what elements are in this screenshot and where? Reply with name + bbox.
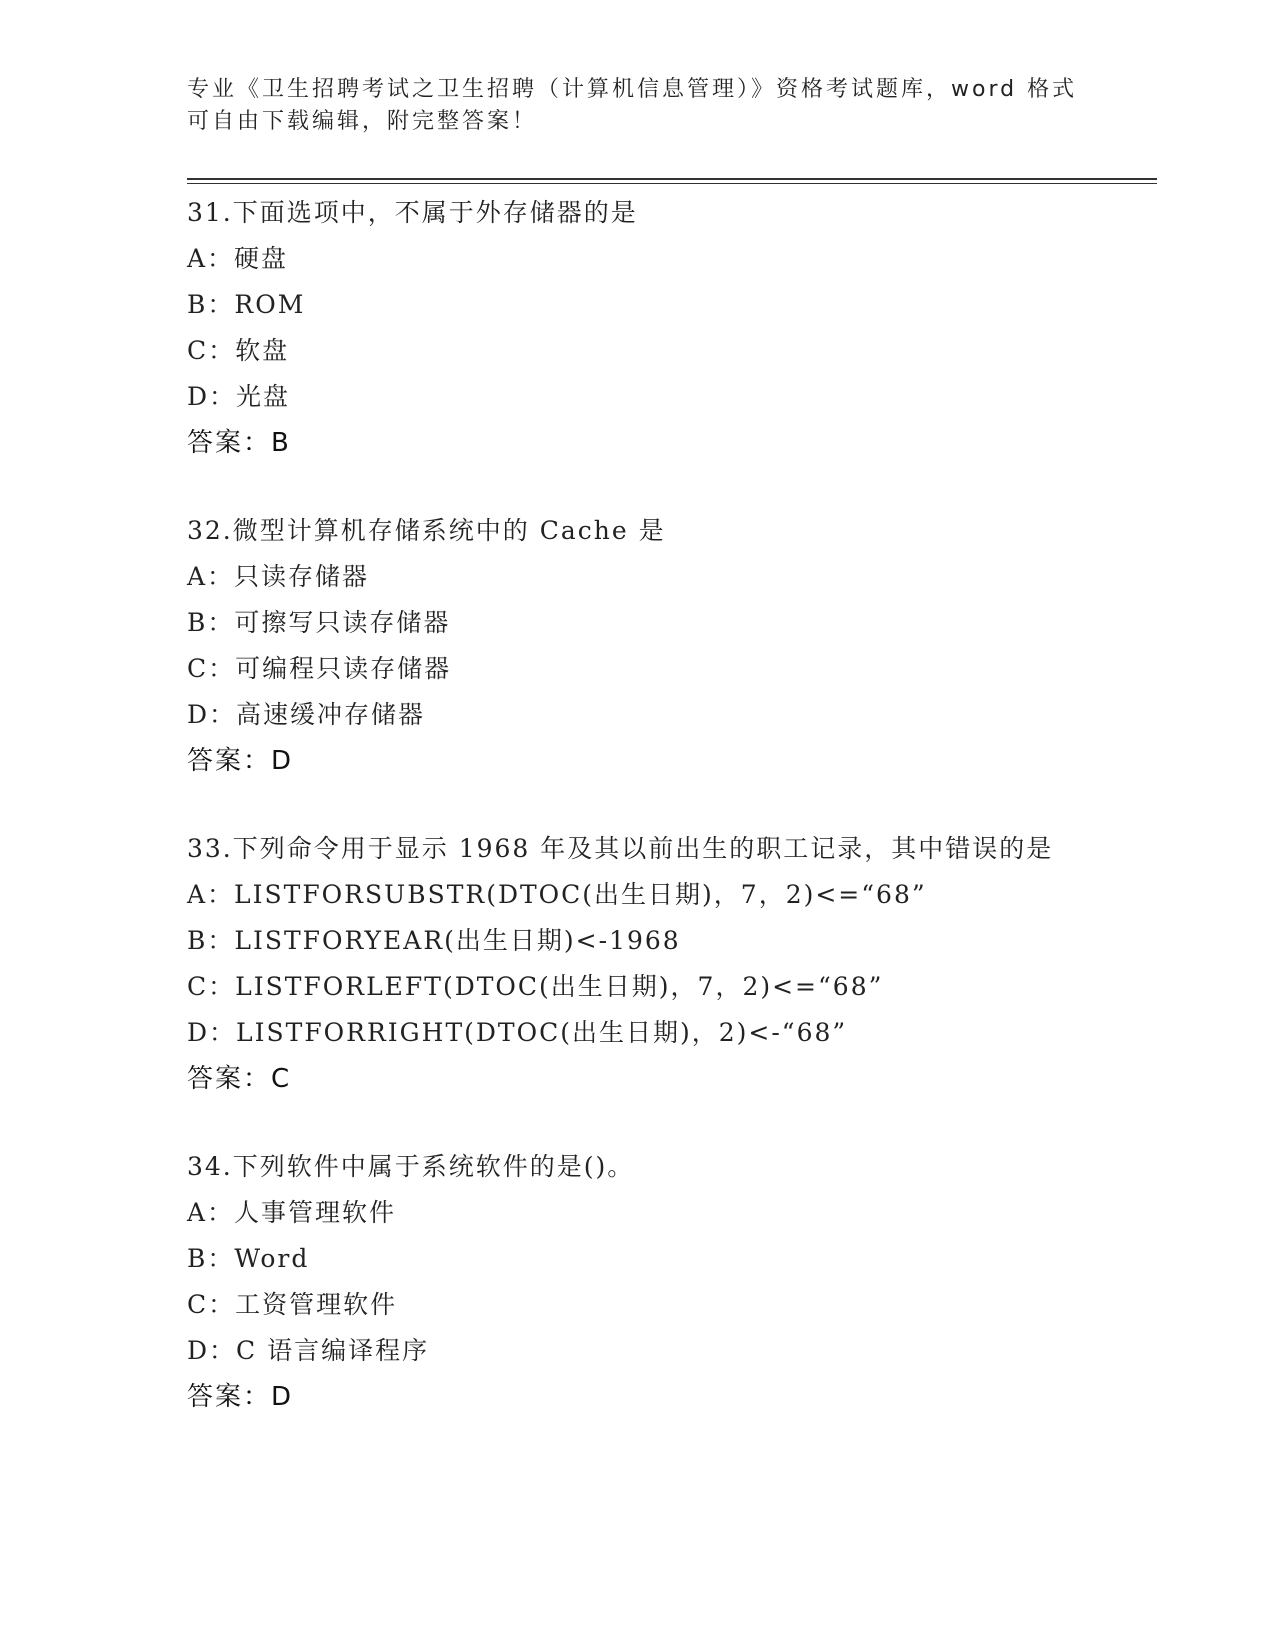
answer: 答案：D xyxy=(187,746,294,776)
option-b: B：ROM xyxy=(187,290,306,319)
question-stem: 33.下列命令用于显示 1968 年及其以前出生的职工记录，其中错误的是 xyxy=(187,834,1054,863)
question-stem: 34.下列软件中属于系统软件的是()。 xyxy=(187,1152,635,1181)
option-d: D：C 语言编译程序 xyxy=(187,1336,430,1365)
answer: 答案：C xyxy=(187,1064,292,1094)
option-c: C：LISTFORLEFT(DTOC(出生日期)，7，2)<=“68” xyxy=(187,972,884,1001)
option-a: A：硬盘 xyxy=(187,244,289,273)
option-d: D：光盘 xyxy=(187,382,291,411)
option-d: D：LISTFORRIGHT(DTOC(出生日期)，2)<-“68” xyxy=(187,1018,848,1047)
header-line-2: 可自由下载编辑，附完整答案！ xyxy=(187,109,538,134)
option-c: C：软盘 xyxy=(187,336,290,365)
option-b: B：Word xyxy=(187,1244,310,1273)
option-c: C：可编程只读存储器 xyxy=(187,654,452,683)
document-header xyxy=(187,74,1087,138)
option-b: B：LISTFORYEAR(出生日期)<-1968 xyxy=(187,926,681,955)
question-31 xyxy=(187,190,1087,466)
question-list xyxy=(187,190,1087,1462)
question-stem: 32.微型计算机存储系统中的 Cache 是 xyxy=(187,516,666,545)
header-divider-bottom xyxy=(187,183,1157,184)
question-stem: 31.下面选项中，不属于外存储器的是 xyxy=(187,198,638,227)
option-d: D：高速缓冲存储器 xyxy=(187,700,426,729)
answer: 答案：D xyxy=(187,1382,294,1412)
question-32 xyxy=(187,508,1087,784)
option-c: C：工资管理软件 xyxy=(187,1290,398,1319)
question-33 xyxy=(187,826,1087,1102)
option-a: A：只读存储器 xyxy=(187,562,370,591)
question-34 xyxy=(187,1144,1087,1420)
header-line-1: 专业《卫生招聘考试之卫生招聘（计算机信息管理）》资格考试题库，word 格式 xyxy=(187,77,1078,102)
option-a: A：人事管理软件 xyxy=(187,1198,397,1227)
header-divider-top xyxy=(187,178,1157,180)
option-b: B：可擦写只读存储器 xyxy=(187,608,451,637)
option-a: A：LISTFORSUBSTR(DTOC(出生日期)，7，2)<=“68” xyxy=(187,880,927,909)
answer: 答案：B xyxy=(187,428,291,458)
